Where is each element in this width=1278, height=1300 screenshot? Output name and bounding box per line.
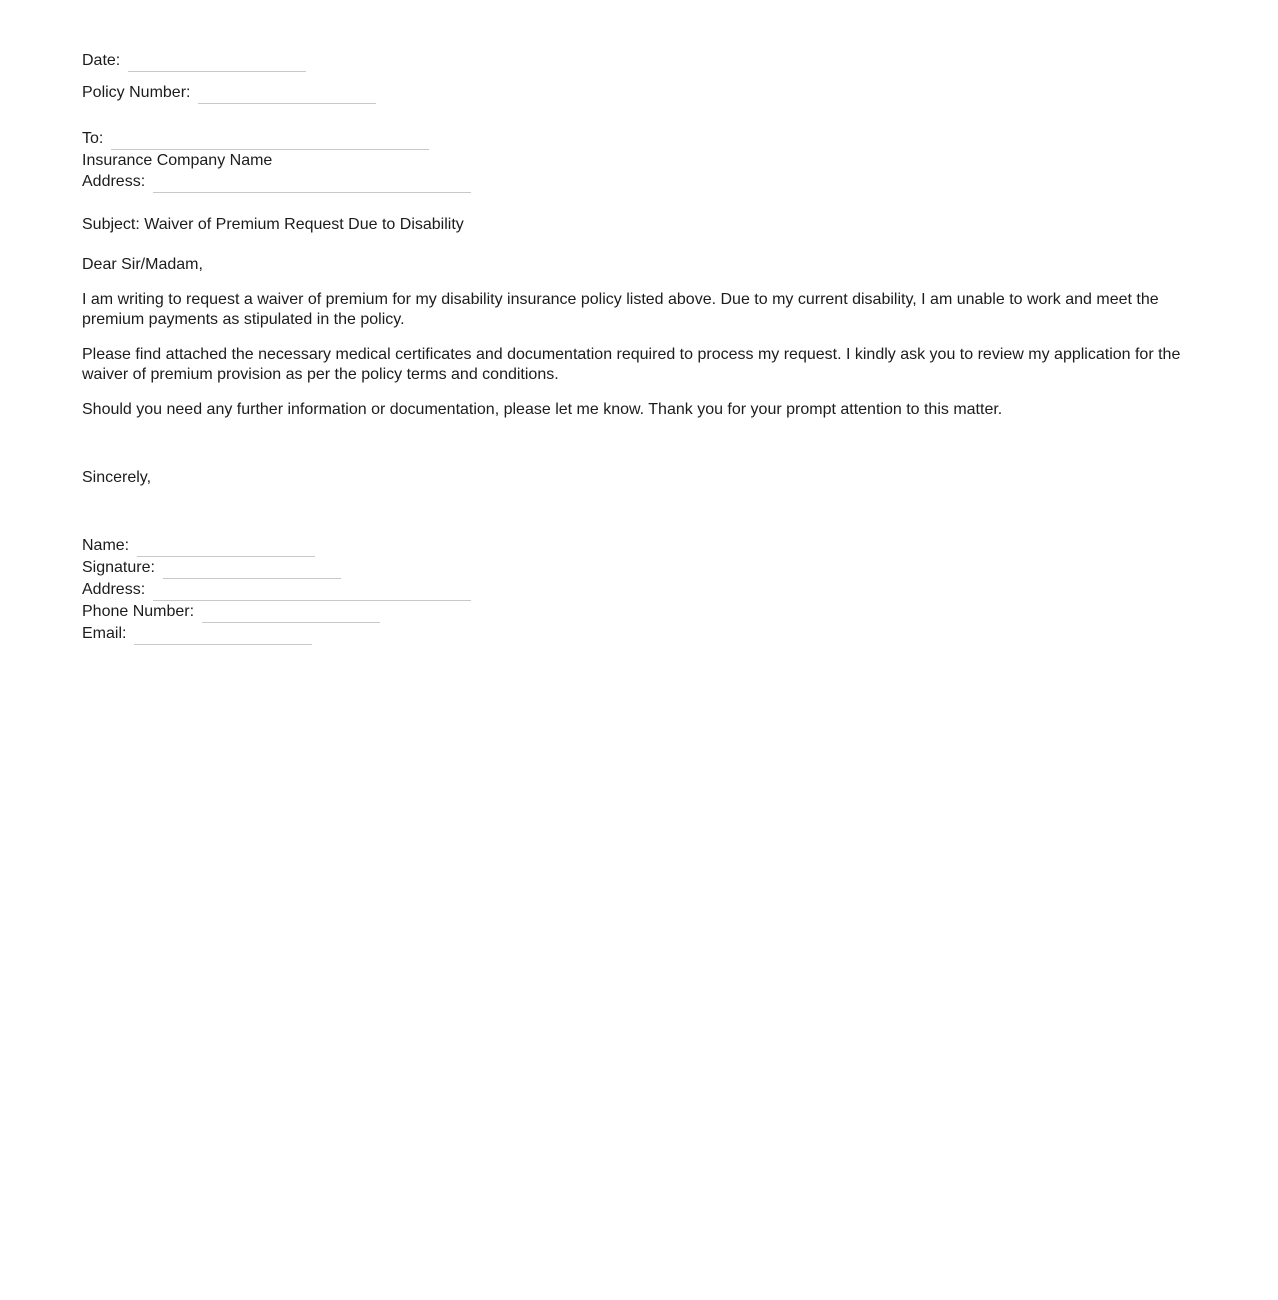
policy-number-line [82, 82, 1184, 104]
recipient-block [82, 128, 1184, 193]
closing: Sincerely, [82, 469, 152, 486]
name-blank-field[interactable] [137, 538, 315, 557]
name-line [82, 535, 1184, 557]
body-paragraph-3: Should you need any further information or documentation, please let me know. Thank you for your prompt attention to this matter. [82, 401, 1003, 418]
body-paragraph-2: Please find attached the necessary medical certificates and documentation required to process my request. I kindly ask you to review my application for the waiver of premium provision as per the policy terms and conditions. [82, 346, 1181, 383]
name-label: Name: [82, 537, 130, 554]
sender-address-label: Address: [82, 581, 146, 598]
signature-block [82, 535, 1184, 645]
date-line [82, 50, 1184, 72]
recipient-address-label: Address: [82, 173, 146, 190]
policy-number-label: Policy Number: [82, 84, 191, 101]
phone-number-line [82, 601, 1184, 623]
body-paragraph-1: I am writing to request a waiver of premium for my disability insurance policy listed above. Due to my current disability, I am unable to work and meet the premium payments as stipulated in the policy. [82, 291, 1159, 328]
phone-number-label: Phone Number: [82, 603, 195, 620]
letter-page [0, 0, 1184, 645]
to-line [82, 128, 1184, 150]
salutation: Dear Sir/Madam, [82, 256, 203, 273]
sender-address-blank-field[interactable] [153, 582, 471, 601]
company-name-line [82, 150, 1184, 171]
recipient-address-blank-field[interactable] [153, 174, 471, 193]
date-label: Date: [82, 52, 121, 69]
email-line [82, 623, 1184, 645]
email-label: Email: [82, 625, 127, 642]
company-name-text: Insurance Company Name [82, 152, 273, 169]
signature-line [82, 557, 1184, 579]
to-label: To: [82, 130, 104, 147]
to-blank-field[interactable] [111, 131, 429, 150]
phone-number-blank-field[interactable] [202, 604, 380, 623]
signature-label: Signature: [82, 559, 155, 576]
date-blank-field[interactable] [128, 53, 306, 72]
sender-address-line [82, 579, 1184, 601]
recipient-address-line [82, 171, 1184, 193]
email-blank-field[interactable] [134, 626, 312, 645]
policy-number-blank-field[interactable] [198, 85, 376, 104]
signature-blank-field[interactable] [163, 560, 341, 579]
subject-line: Subject: Waiver of Premium Request Due to Disability [82, 216, 464, 233]
